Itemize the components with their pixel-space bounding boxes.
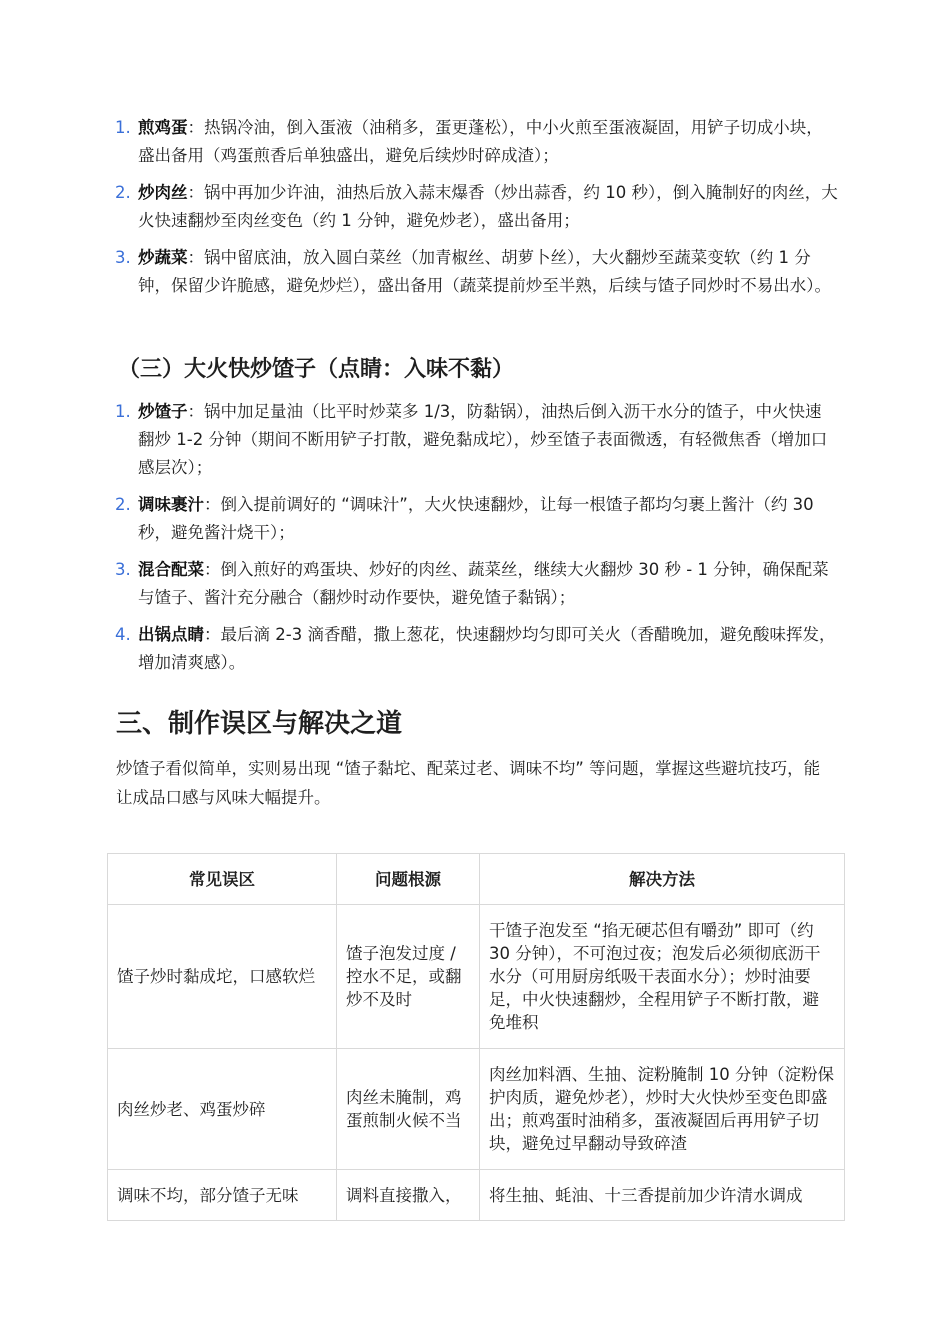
step-text: 倒入提前调好的 “调味汁”，大火快速翻炒，让每一根馇子都均匀裹上酱汁（约 30 秒，避免酱汁烧干）； [138,495,814,542]
table-header-row [108,854,845,905]
list-item: 3. 炒蔬菜：锅中留底油，放入圆白菜丝（加青椒丝、胡萝卜丝），大火翻炒至蔬菜变软（约 1 分钟，保留少许脆感，避免炒烂），盛出备用（蔬菜提前炒至半熟，后续与馇子同炒时不易出水）。 [108,244,838,300]
section-subheading: （三）大火快炒馇子（点睛：入味不黏） [118,357,515,382]
list-number: 1. [115,402,131,421]
table-cell: 干馇子泡发至 “掐无硬芯但有嚼劲” 即可（约 30 分钟），不可泡过夜；泡发后必须彻底沥干水分（可用厨房纸吸干表面水分）；炒时油要足，中火快速翻炒，全程用铲子不断打散，避免堆积 [480,905,845,1049]
section-heading: 三、制作误区与解决之道 [116,709,403,739]
table-row [108,1049,845,1170]
table-cell: 肉丝未腌制，鸡蛋煎制火候不当 [337,1049,480,1170]
list-item: 2. 炒肉丝：锅中再加少许油，油热后放入蒜末爆香（炒出蒜香，约 10 秒），倒入腌制好的肉丝，大火快速翻炒至肉丝变色（约 1 分钟，避免炒老），盛出备用； [108,179,838,235]
list-item: 3. 混合配菜：倒入煎好的鸡蛋块、炒好的肉丝、蔬菜丝，继续大火翻炒 30 秒 - 1 分钟，确保配菜与馇子、酱汁充分融合（翻炒时动作要快，避免馇子黏锅）； [108,556,838,612]
table-row [108,905,845,1049]
column-header: 问题根源 [337,854,480,905]
table-cell: 肉丝炒老、鸡蛋炒碎 [108,1049,337,1170]
intro-paragraph: 炒馇子看似简单，实则易出现 “馇子黏坨、配菜过老、调味不均” 等问题，掌握这些避坑技巧，能让成品口感与风味大幅提升。 [116,759,821,807]
column-header: 解决方法 [480,854,845,905]
table-cell: 肉丝加料酒、生抽、淀粉腌制 10 分钟（淀粉保护肉质，避免炒老），炒时大火快炒至变色即盛出；煎鸡蛋时油稍多，蛋液凝固后再用铲子切块，避免过早翻动导致碎渣 [480,1049,845,1170]
table-cell: 馇子泡发过度 / 控水不足，或翻炒不及时 [337,905,480,1049]
table-cell: 调料直接撒入， [337,1170,480,1221]
mistakes-table [107,853,845,1221]
step-label: 调味裹汁 [138,495,204,514]
list-number: 1. [115,118,131,137]
step-text: 倒入煎好的鸡蛋块、炒好的肉丝、蔬菜丝，继续大火翻炒 30 秒 - 1 分钟，确保配菜与馇子、酱汁充分融合（翻炒时动作要快，避免馇子黏锅）； [138,560,829,607]
list-item: 1. 煎鸡蛋：热锅冷油，倒入蛋液（油稍多，蛋更蓬松），中小火煎至蛋液凝固，用铲子切成小块，盛出备用（鸡蛋煎香后单独盛出，避免后续炒时碎成渣）； [108,114,838,170]
list-item: 4. 出锅点睛：最后滴 2-3 滴香醋，撒上葱花，快速翻炒均匀即可关火（香醋晚加，避免酸味挥发，增加清爽感）。 [108,621,838,677]
stir-fry-steps-list [108,398,838,686]
list-number: 4. [115,625,131,644]
fry-steps-list [108,114,838,309]
column-header: 常见误区 [108,854,337,905]
list-number: 3. [115,560,131,579]
step-label: 炒肉丝 [138,183,188,202]
table-cell: 将生抽、蚝油、十三香提前加少许清水调成 [480,1170,845,1221]
list-number: 2. [115,495,131,514]
table-row [108,1170,845,1221]
step-label: 炒蔬菜 [138,248,188,267]
step-label: 煎鸡蛋 [138,118,188,137]
step-text: 锅中留底油，放入圆白菜丝（加青椒丝、胡萝卜丝），大火翻炒至蔬菜变软（约 1 分钟，保留少许脆感，避免炒烂），盛出备用（蔬菜提前炒至半熟，后续与馇子同炒时不易出水）。 [138,248,831,295]
list-number: 3. [115,248,131,267]
step-text: 锅中加足量油（比平时炒菜多 1/3，防黏锅），油热后倒入沥干水分的馇子，中火快速翻炒 1-2 分钟（期间不断用铲子打散，避免黏成坨），炒至馇子表面微透，有轻微焦香（增加口感层次）； [138,402,828,477]
step-text: 最后滴 2-3 滴香醋，撒上葱花，快速翻炒均匀即可关火（香醋晚加，避免酸味挥发，增加清爽感）。 [138,625,836,672]
table-cell: 馇子炒时黏成坨，口感软烂 [108,905,337,1049]
list-number: 2. [115,183,131,202]
step-label: 混合配菜 [138,560,204,579]
step-label: 炒馇子 [138,402,188,421]
list-item: 1. 炒馇子：锅中加足量油（比平时炒菜多 1/3，防黏锅），油热后倒入沥干水分的馇子，中火快速翻炒 1-2 分钟（期间不断用铲子打散，避免黏成坨），炒至馇子表面微透，有轻微焦香（增加口感层次）； [108,398,838,482]
list-item: 2. 调味裹汁：倒入提前调好的 “调味汁”，大火快速翻炒，让每一根馇子都均匀裹上酱汁（约 30 秒，避免酱汁烧干）； [108,491,838,547]
step-text: 锅中再加少许油，油热后放入蒜末爆香（炒出蒜香，约 10 秒），倒入腌制好的肉丝，大火快速翻炒至肉丝变色（约 1 分钟，避免炒老），盛出备用； [138,183,838,230]
step-text: 热锅冷油，倒入蛋液（油稍多，蛋更蓬松），中小火煎至蛋液凝固，用铲子切成小块，盛出备用（鸡蛋煎香后单独盛出，避免后续炒时碎成渣）； [138,118,823,165]
step-label: 出锅点睛 [138,625,204,644]
table-cell: 调味不均，部分馇子无味 [108,1170,337,1221]
